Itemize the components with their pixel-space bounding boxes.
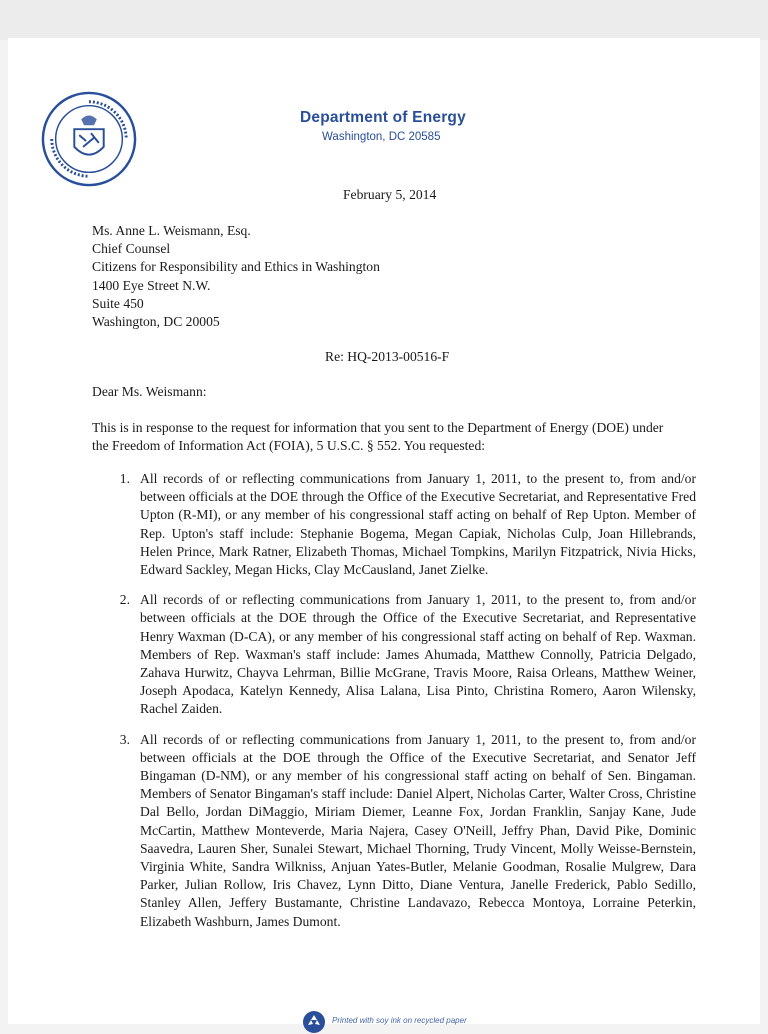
- request-text: All records of or reflecting communications from January 1, 2011, to the present to, from and/or between officials at the DOE through the Office of the Executive Secretariat, and Representative Fred Upton (R-MI), or any member of his congressional staff acting on behalf of Rep Upton. Member of Rep. Upton's staff include: Stephanie Bogema, Megan Capiak, Nicholas Culp, Joan Hillebrands, Helen Prince, Mark Ratner, Elizabeth Thomas, Michael Tompkins, Marilyn Fitzpatrick, Nivia Hicks, Edward Sackley, Megan Hicks, Clay McCausland, Janet Zielke.: [140, 471, 696, 578]
- request-text: All records of or reflecting communications from January 1, 2011, to the present to, from and/or between officials at the DOE through the Office of the Executive Secretariat, and Representative Henry Waxman (D-CA), or any member of his congressional staff acting on behalf of Rep. Waxman. Members of Rep. Waxman's staff include: James Ahumada, Matthew Connolly, Patricia Delgado, Zahava Hurwitz, Chayva Lehrman, Billie McGrane, Travis Moore, Raisa Orleans, Matthew Weiner, Joseph Apodaca, Katelyn Kennedy, Alisa Lalana, Lisa Pinto, Christina Romero, Aaron Wilensky, Rachel Zaiden.: [140, 592, 696, 717]
- recipient-address: [92, 222, 380, 331]
- salutation: Dear Ms. Weismann:: [92, 384, 207, 399]
- recipient-line: Suite 450: [92, 295, 144, 311]
- request-list: [92, 470, 702, 943]
- recipient-line: Ms. Anne L. Weismann, Esq.: [92, 223, 251, 238]
- letter-date: February 5, 2014: [343, 187, 437, 202]
- letterhead-title: Department of Energy: [300, 109, 466, 126]
- letterhead-address: Washington, DC 20585: [322, 131, 441, 143]
- request-item: [92, 470, 702, 579]
- recycled-paper-icon: [302, 1010, 326, 1034]
- reference-line: Re: HQ-2013-00516-F: [325, 349, 450, 364]
- recipient-line: Citizens for Responsibility and Ethics in Washington: [92, 259, 380, 275]
- scan-top-margin: [0, 0, 768, 40]
- request-number: 1.: [119, 471, 130, 486]
- recipient-line: 1400 Eye Street N.W.: [92, 277, 211, 293]
- intro-paragraph: This is in response to the request for information that you sent to the Department of Energy (DOE) under the Freedom of Information Act (FOIA), 5 U.S.C. § 552. You requested:: [92, 420, 664, 454]
- recipient-line: Chief Counsel: [92, 241, 171, 257]
- doe-seal-icon: [40, 90, 138, 188]
- recipient-line: Washington, DC 20005: [92, 314, 220, 330]
- request-text: All records of or reflecting communications from January 1, 2011, to the present to, from and/or between officials at the DOE through the Office of the Executive Secretariat, and Senator Jeff Bingaman (D-NM), or any member of his congressional staff acting on behalf of Sen. Bingaman. Members of Senator Bingaman's staff include: Daniel Alpert, Nicholas Carter, Walter Cross, Christine Dal Bello, Jordan DiMaggio, Miriam Diemer, Leanne Fox, Jordan Franklin, Sanjay Kane, Jude McCartin, Matthew Monteverde, Maria Najera, Casey O'Neill, Jeffry Phan, David Pike, Dominic Saavedra, Lauren Sher, Sunalei Stewart, Michael Thorning, Trudy Vincent, Molly Weisse-Bernstein, Virginia White, Sandra Wilkniss, Anjuan Yates-Butler, Melanie Goodman, Rosalie Mulgrew, Dara Parker, Julian Rollow, Iris Chavez, Lynn Ditto, Diane Ventura, Janelle Frederick, Pablo Sedillo, Stanley Allen, Jeffery Bustamante, Christine Landavazo, Rebecca Montoya, Lorraine Peterkin, Elizabeth Washburn, James Dumont.: [140, 731, 696, 929]
- request-item: [92, 591, 702, 718]
- request-item: [92, 731, 702, 931]
- request-number: 3.: [119, 731, 130, 747]
- request-number: 2.: [119, 592, 130, 608]
- footer-note: Printed with soy ink on recycled paper: [332, 1016, 467, 1025]
